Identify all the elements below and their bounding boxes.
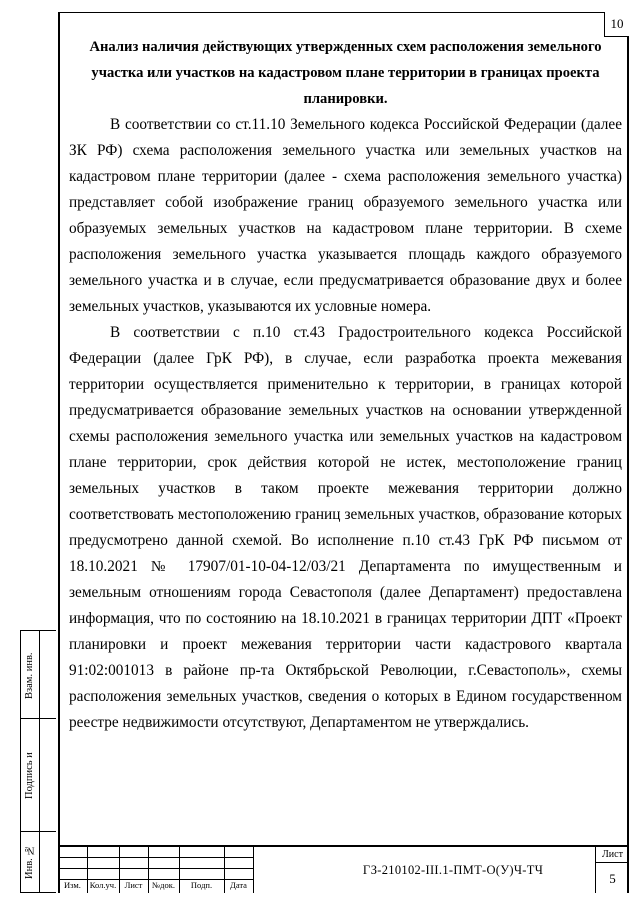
- title-block-grid: [58, 847, 253, 893]
- document-code: ГЗ-210102-III.1-ПМТ-О(У)Ч-ТЧ: [362, 863, 544, 877]
- side-stamp-inv: Инв. №: [24, 844, 35, 880]
- sheet-number: 5: [609, 871, 616, 886]
- sheet-label: Лист: [596, 849, 629, 863]
- header-data: Дата: [230, 880, 247, 890]
- header-podp: Подп.: [190, 880, 213, 890]
- side-stamp: [20, 630, 56, 893]
- header-izm: Изм.: [64, 880, 81, 890]
- side-stamp-podpis: Подпись и: [24, 752, 35, 800]
- title-block: [58, 845, 629, 893]
- paragraph-2: В соответствии с п.10 ст.43 Градостроительного кодекса Российской Федерации (далее ГрК РФ), в случае, если разработка проекта межевания территории осуществляется применительно к территории, в границах которой предусматривается образование земельных участков на основании утвержденной схемы расположения земельного участка или земельных участков на кадастровом плане территории, срок действия которой не истек, местоположение границ земельных участков в таком проекте межевания территории должно соответствовать местоположению границ земельных участков, образование которых предусмотрено данной схемой. Во исполнение п.10 ст.43 ГрК РФ письмом от 18.10.2021 № 17907/01-10-04-12/03/21 Департамента по имущественным и земельным отношениям города Севастополя (далее Департамент) предоставлена информация, что по состоянию на 18.10.2021 в границах территории ДПТ «Проект планировки и проект межевания территории части кадастрового квартала 91:02:001013 в районе пр-та Октябрьской Революции, г.Севастополь», схемы расположения земельных участков, сведения о которых в Едином государственном реестре недвижимости отсутствуют, Департаментом не утверждались.: [69, 324, 622, 731]
- side-stamp-divider: [21, 831, 56, 832]
- side-stamp-vzam: Взам. инв.: [24, 652, 35, 700]
- document-body: [69, 34, 622, 736]
- sheet-box: [595, 847, 629, 893]
- paragraph-1: В соответствии со ст.11.10 Земельного кодекса Российской Федерации (далее ЗК РФ) схема расположения земельного участка или земельных участков на кадастровом плане территории (далее - схема расположения земельного участка) представляет собой изображение границ образуемого земельного участка или образуемых земельных участков на кадастровом плане территории. В схеме расположения земельного участка указывается площадь каждого образуемого земельного участка и в случае, если предусматривается образование двух и более земельных участков, указываются их условные номера.: [69, 116, 622, 315]
- header-kol-uch: Кол.уч.: [89, 880, 117, 890]
- section-title: Анализ наличия действующих утвержденных схем расположения земельного участка или участков на кадастровом плане территории в границах проекта планировки.: [89, 39, 602, 107]
- side-stamp-divider: [21, 718, 56, 719]
- page-number-top: 10: [604, 12, 629, 37]
- header-ndok: №док.: [152, 880, 175, 890]
- header-list: Лист: [124, 880, 143, 890]
